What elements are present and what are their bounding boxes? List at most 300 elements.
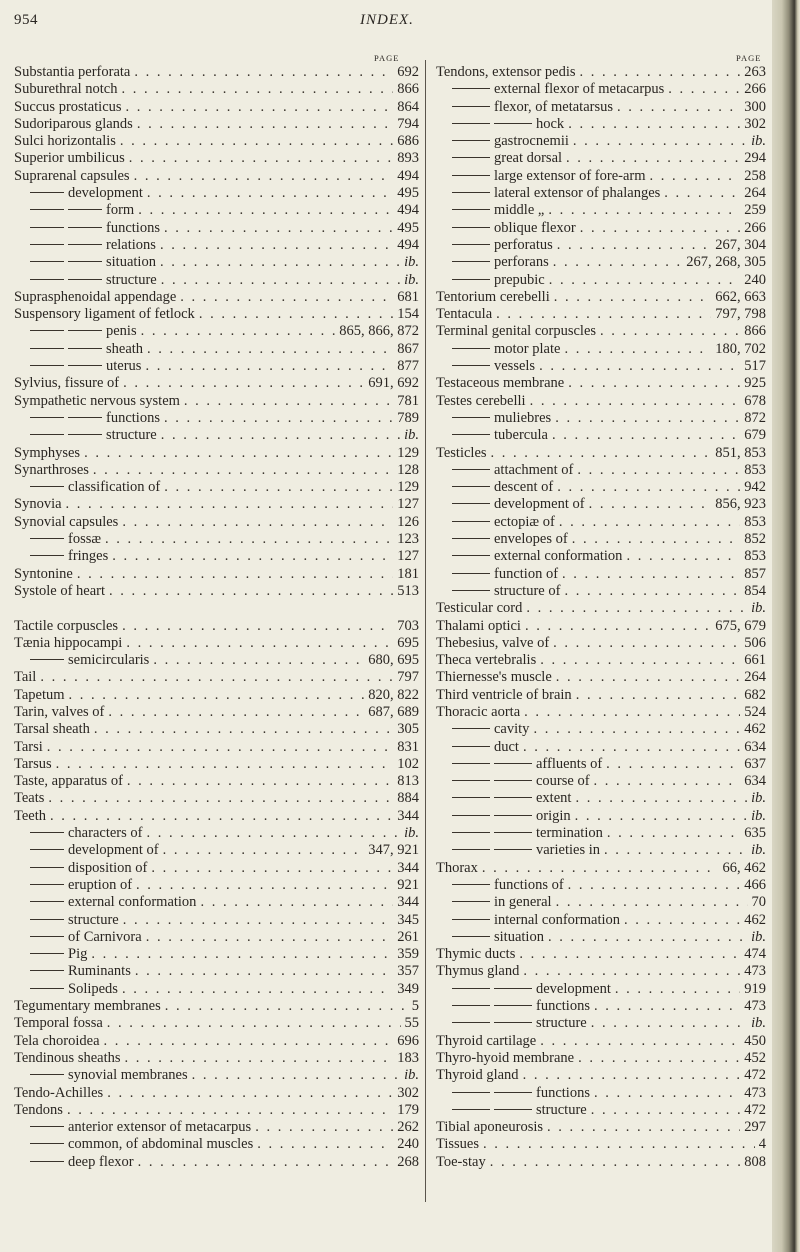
index-entry [436,842,766,859]
entry-term: functions [106,409,160,426]
ditto-dash [494,1005,532,1006]
ditto-dash [452,590,490,591]
entry-page-ref: 474 [744,946,766,963]
entry-page-ref: 853 [744,513,766,530]
ditto-dash [30,330,64,331]
page-column-head-left: PAGE [374,53,400,63]
entry-term: common, of abdominal muscles [68,1136,254,1153]
dot-leader [487,445,712,462]
index-entry [14,1119,419,1136]
entry-page-ref: 305 [397,721,419,738]
index-entry [436,479,766,496]
ditto-dash [452,1109,490,1110]
dot-leader [132,877,393,894]
dot-leader [560,583,740,600]
index-entry [436,1119,766,1136]
dot-leader [180,393,393,410]
index-entry [436,254,766,271]
entry-term: Tissues [436,1136,479,1153]
entry-page-ref: 853 [744,548,766,565]
index-entry [14,618,419,635]
entry-term: function of [494,565,559,582]
dot-leader [572,687,741,704]
entry-term: affluents of [536,755,603,772]
entry-page-ref: 864 [397,98,419,115]
entry-term: Thyro-hyoid membrane [436,1049,575,1066]
index-entry [436,912,766,929]
entry-page-ref: 675, 679 [715,617,766,634]
ditto-dash [452,227,490,228]
entry-term: Sulci horizontalis [14,133,116,150]
index-entry [436,531,766,548]
ditto-dash [452,728,490,729]
entry-term: Teeth [14,807,46,824]
index-entry [14,306,419,323]
index-entry [436,116,766,133]
entry-term: Thorax [436,859,478,876]
ditto-dash [452,746,490,747]
dot-leader [104,704,364,721]
index-entry [436,99,766,116]
entry-term: structure [106,427,157,444]
dot-leader [44,790,393,807]
ditto-dash [30,901,64,902]
dot-leader [519,963,740,980]
ditto-dash [30,486,64,487]
index-entry [14,237,419,254]
index-entry [436,64,766,81]
index-entry [436,739,766,756]
entry-page-ref: 856, 923 [715,496,766,513]
entry-term: origin [536,807,571,824]
dot-leader [590,773,741,790]
dot-leader [553,237,711,254]
dot-leader [137,323,336,340]
entry-term: Systole of heart [14,582,106,599]
entry-page-ref: 820, 822 [368,686,419,703]
ditto-dash [494,1022,532,1023]
entry-page-ref: 696 [397,1032,419,1049]
entry-page-ref: 450 [744,1032,766,1049]
entry-term: form [106,202,135,219]
index-entry [436,756,766,773]
entry-term: development [68,185,143,202]
dot-leader [562,150,740,167]
index-entry [436,1085,766,1102]
dot-leader [545,272,741,289]
entry-term: Thiernesse's muscle [436,669,552,686]
entry-page-ref: 831 [397,738,419,755]
index-column-right [436,64,766,1171]
entry-term: Tarsal sheath [14,721,90,738]
dot-leader [108,548,393,565]
index-entry [436,773,766,790]
entry-term: varieties in [536,842,601,859]
index-entry [436,462,766,479]
ditto-dash [452,434,490,435]
entry-page-ref: 524 [744,703,766,720]
entry-page-ref: 345 [397,911,419,928]
ditto-dash [494,763,532,764]
entry-page-ref: 865, 866, 872 [339,323,419,340]
index-entry [14,185,419,202]
entry-page-ref: 866 [397,81,419,98]
index-entry [436,635,766,652]
entry-term: structure [68,911,119,928]
index-entry [436,583,766,600]
entry-page-ref: 851, 853 [715,444,766,461]
entry-page-ref: 127 [397,548,419,565]
book-spine-edge [772,0,800,1252]
index-entry [436,894,766,911]
ditto-dash [30,919,64,920]
entry-page-ref: 942 [744,479,766,496]
index-entry [14,254,419,271]
index-entry [14,1015,419,1032]
ditto-dash [452,244,490,245]
entry-term: characters of [68,825,143,842]
entry-term: development [536,980,611,997]
entry-page-ref: 263 [744,64,766,80]
entry-term: Testicles [436,444,487,461]
dot-leader [587,1102,741,1119]
entry-page-ref: 462 [744,721,766,738]
index-entry [14,704,419,721]
dot-leader [73,566,393,583]
dot-leader [122,635,393,652]
dot-leader [620,912,740,929]
ditto-dash [452,279,490,280]
entry-page-ref: 5 [411,998,419,1015]
dot-leader [119,912,394,929]
ditto-dash [452,919,490,920]
entry-page-ref: 181 [397,565,419,582]
ditto-dash [452,503,490,504]
entry-term: Pig [68,946,88,963]
ditto-dash [494,849,532,850]
index-entry [14,1050,419,1067]
dot-leader [526,393,741,410]
dot-leader [576,220,741,237]
entry-term: middle „ [494,202,545,219]
entry-term: of Carnivora [68,928,142,945]
index-entry [436,790,766,807]
ditto-dash [452,780,490,781]
index-entry [14,635,419,652]
ditto-dash [494,1109,532,1110]
entry-term: Suprasphenoidal appendage [14,288,177,305]
entry-page-ref: 494 [397,202,419,219]
dot-leader [160,479,393,496]
dot-leader [587,1015,747,1032]
index-entry [14,375,419,392]
ditto-dash [30,953,64,954]
index-entry [14,358,419,375]
entry-term: prepubic [494,271,545,288]
entry-page-ref: 473 [744,963,766,980]
index-entry [436,1050,766,1067]
index-entry [14,877,419,894]
index-entry [14,721,419,738]
entry-term: fringes [68,548,109,565]
entry-page-ref: 179 [397,1101,419,1118]
entry-term: in general [494,894,552,911]
index-entry [436,721,766,738]
entry-term: Tactile corpuscles [14,617,119,634]
ditto-dash [452,797,490,798]
ditto-dash [68,348,102,349]
entry-term: situation [494,928,544,945]
entry-term: Substantia perforata [14,64,131,80]
index-entry [436,652,766,669]
ditto-dash [30,988,64,989]
index-entry [14,531,419,548]
entry-page-ref: 267, 304 [715,236,766,253]
entry-page-ref: 297 [744,1119,766,1136]
ditto-dash [30,936,64,937]
index-entry [436,445,766,462]
dot-leader [103,1085,393,1102]
ditto-dash [452,1005,490,1006]
entry-page-ref: 344 [397,859,419,876]
entry-page-ref: 4 [758,1136,766,1153]
entry-page-ref: 472 [744,1067,766,1084]
index-entry [436,427,766,444]
ditto-dash [452,175,490,176]
entry-page-ref: 852 [744,531,766,548]
index-entry [436,946,766,963]
dot-leader [529,721,740,738]
index-entry [14,168,419,185]
index-entry [436,981,766,998]
ditto-dash [452,884,490,885]
dot-leader [142,929,394,946]
entry-page-ref: ib. [751,790,766,807]
ditto-dash [68,209,102,210]
ditto-dash [452,815,490,816]
entry-page-ref: 473 [744,998,766,1015]
entry-page-ref: 680, 695 [368,652,419,669]
entry-page-ref: 884 [397,790,419,807]
dot-leader [600,842,747,859]
entry-term: Thoracic aorta [436,703,521,720]
index-entry [14,548,419,565]
index-entry [14,808,419,825]
entry-term: situation [106,254,156,271]
index-entry [436,81,766,98]
dot-leader [131,963,393,980]
ditto-dash [452,469,490,470]
index-entry [436,133,766,150]
entry-page-ref: 703 [397,617,419,634]
entry-term: Suprarenal capsules [14,167,130,184]
entry-page-ref: 129 [397,479,419,496]
entry-page-ref: 867 [397,340,419,357]
dot-leader [195,306,393,323]
index-entry [436,168,766,185]
ditto-dash [452,106,490,107]
dot-leader [123,773,393,790]
entry-term: Thyroid cartilage [436,1032,537,1049]
entry-page-ref: 349 [397,980,419,997]
entry-term: Tentacula [436,306,493,323]
dot-leader [564,116,740,133]
entry-term: Thalami optici [436,617,521,634]
entry-page-ref: 70 [751,894,766,911]
index-entry [436,323,766,340]
entry-term: attachment of [494,461,574,478]
index-entry [436,1136,766,1153]
entry-term: Taste, apparatus of [14,773,123,790]
ditto-dash [30,538,64,539]
entry-page-ref: ib. [404,271,419,288]
dot-leader [479,1136,755,1153]
dot-leader [105,583,393,600]
entry-term: structure [536,1015,587,1032]
entry-term: Syntonine [14,565,73,582]
entry-term: Testaceous membrane [436,375,565,392]
ditto-dash [452,555,490,556]
entry-page-ref: 126 [397,513,419,530]
ditto-dash [30,244,64,245]
dot-leader [536,652,740,669]
entry-term: structure [106,271,157,288]
entry-term: Thyroid gland [436,1067,519,1084]
entry-term: Synarthroses [14,461,89,478]
entry-page-ref: 452 [744,1049,766,1066]
entry-page-ref: 466 [744,876,766,893]
dot-leader [157,272,400,289]
dot-leader [492,306,711,323]
index-entry [436,860,766,877]
entry-term: external flexor of metacarpus [494,81,665,98]
entry-term: Tendinous sheaths [14,1049,121,1066]
index-entry [436,1015,766,1032]
entry-term: eruption of [68,876,133,893]
entry-page-ref: 66, 462 [722,859,766,876]
dot-leader [515,946,740,963]
entry-page-ref: 813 [397,773,419,790]
entry-term: Tela choroidea [14,1032,100,1049]
ditto-dash [494,780,532,781]
entry-page-ref: 517 [744,358,766,375]
ditto-dash [30,434,64,435]
dot-leader [568,531,741,548]
entry-term: Tendons, extensor pedis [436,64,576,80]
index-entry [436,963,766,980]
entry-page-ref: 495 [397,219,419,236]
index-entry [14,1154,419,1171]
dot-leader [585,496,712,513]
ditto-dash [68,244,102,245]
index-entry [436,375,766,392]
entry-term: Ruminants [68,963,131,980]
entry-term: development of [494,496,585,513]
entry-term: Tail [14,669,37,686]
entry-page-ref: 692 [397,64,419,80]
index-entry [14,150,419,167]
dot-leader [558,566,740,583]
dot-leader [134,1154,394,1171]
entry-term: perforans [494,254,549,271]
entry-page-ref: 662, 663 [715,288,766,305]
index-entry [14,323,419,340]
index-column-left [14,64,419,1171]
entry-page-ref: ib. [751,600,766,617]
dot-leader [552,894,748,911]
entry-term: Tendo-Achilles [14,1084,104,1101]
index-entry [436,808,766,825]
dot-leader [118,81,394,98]
entry-page-ref: 302 [744,115,766,132]
ditto-dash [30,348,64,349]
entry-term: Temporal fossa [14,1015,103,1032]
entry-page-ref: 123 [397,531,419,548]
entry-page-ref: 691, 692 [368,375,419,392]
index-entry [14,462,419,479]
dot-leader [63,1102,393,1119]
ditto-dash [452,538,490,539]
entry-page-ref: 180, 702 [715,340,766,357]
entry-term: Sylvius, fissure of [14,375,120,392]
ditto-dash [452,849,490,850]
index-entry [14,1136,419,1153]
index-entry [436,998,766,1015]
index-entry [436,410,766,427]
entry-page-ref: 687, 689 [368,703,419,720]
dot-leader [574,1050,740,1067]
entry-term: Thebesius, valve of [436,634,550,651]
index-entry [14,81,419,98]
entry-term: structure [536,1101,587,1118]
entry-term: termination [536,825,603,842]
dot-leader [141,358,393,375]
index-entry [14,756,419,773]
dot-leader [521,618,711,635]
entry-page-ref: 681 [397,288,419,305]
entry-term: Tarin, valves of [14,703,105,720]
index-entry [14,739,419,756]
index-entry [14,912,419,929]
entry-page-ref: 919 [744,980,766,997]
index-entry [436,548,766,565]
index-entry [436,687,766,704]
dot-leader [62,496,394,513]
entry-page-ref: 359 [397,946,419,963]
dot-leader [176,289,393,306]
index-entry [436,237,766,254]
entry-term: Tibial aponeurosis [436,1119,544,1136]
index-entry [14,773,419,790]
index-entry [14,1085,419,1102]
index-entry [14,341,419,358]
entry-page-ref: ib. [751,842,766,859]
entry-page-ref: ib. [404,825,419,842]
dot-leader [543,1119,740,1136]
index-entry [14,583,419,600]
index-entry [436,289,766,306]
entry-term: lateral extensor of phalanges [494,185,661,202]
entry-page-ref: 634 [744,738,766,755]
entry-page-ref: 264 [744,185,766,202]
dot-leader [118,618,393,635]
entry-term: Tarsus [14,755,52,772]
entry-term: Terminal genital corpuscles [436,323,597,340]
entry-term: functions [106,219,160,236]
ditto-dash [452,417,490,418]
index-entry [14,220,419,237]
page-title: INDEX. [360,12,414,28]
